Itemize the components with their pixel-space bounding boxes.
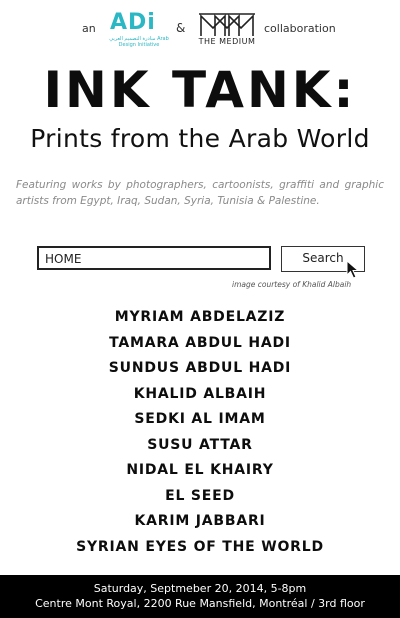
artist-name: KHALID ALBAIH (133, 385, 267, 402)
image-credit: image courtesy of Khalid Albaih (232, 280, 352, 289)
search-input[interactable] (37, 246, 271, 270)
adi-logo (108, 12, 172, 48)
artist-name: EL SEED (165, 487, 235, 504)
artist-name: SEDKI AL IMAM (134, 411, 266, 427)
artist-name: TAMARA ABDUL HADI (109, 334, 291, 351)
collaboration-credit (0, 10, 400, 50)
artist-name: SUSU ATTAR (147, 436, 253, 453)
artist-name: KARIM JABBARI (134, 513, 266, 529)
credit-suffix: collaboration (264, 22, 336, 35)
adi-logo-text: ADi (110, 10, 156, 35)
artist-name: SYRIAN EYES OF THE WORLD (76, 538, 324, 555)
artist-name: NIDAL EL KHAIRY (126, 462, 274, 478)
adi-logo-subtext: مبادرة التصميم العربي Arab Design Initiative (109, 36, 169, 48)
artist-name: SUNDUS ABDUL HADI (108, 360, 292, 376)
artist-name: MYRIAM ABDELAZIZ (114, 309, 286, 325)
event-date: Saturday, Septmeber 20, 2014, 5-8pm (93, 582, 307, 595)
search-input-value: HOME (45, 252, 82, 266)
credit-ampersand: & (176, 21, 186, 35)
the-medium-logo-mark (195, 10, 259, 38)
credit-prefix: an (82, 22, 96, 35)
page-title: INK TANK: (43, 61, 357, 119)
the-medium-logo-text: THE MEDIUM (198, 37, 256, 46)
artist-list (0, 305, 400, 560)
mouse-pointer-icon (346, 260, 360, 280)
event-footer (0, 575, 400, 618)
page-subtitle: Prints from the Arab World (30, 124, 370, 153)
event-location: Centre Mont Royal, 2200 Rue Mansfield, Montréal / 3rd floor (35, 597, 365, 610)
the-medium-logo (195, 10, 259, 50)
search-button[interactable]: Search (281, 246, 365, 272)
event-description: Featuring works by photographers, cartoonists, graffiti and graphic artists from Egypt, Iraq, Sudan, Syria, Tunisia & Palestine. (16, 179, 384, 207)
